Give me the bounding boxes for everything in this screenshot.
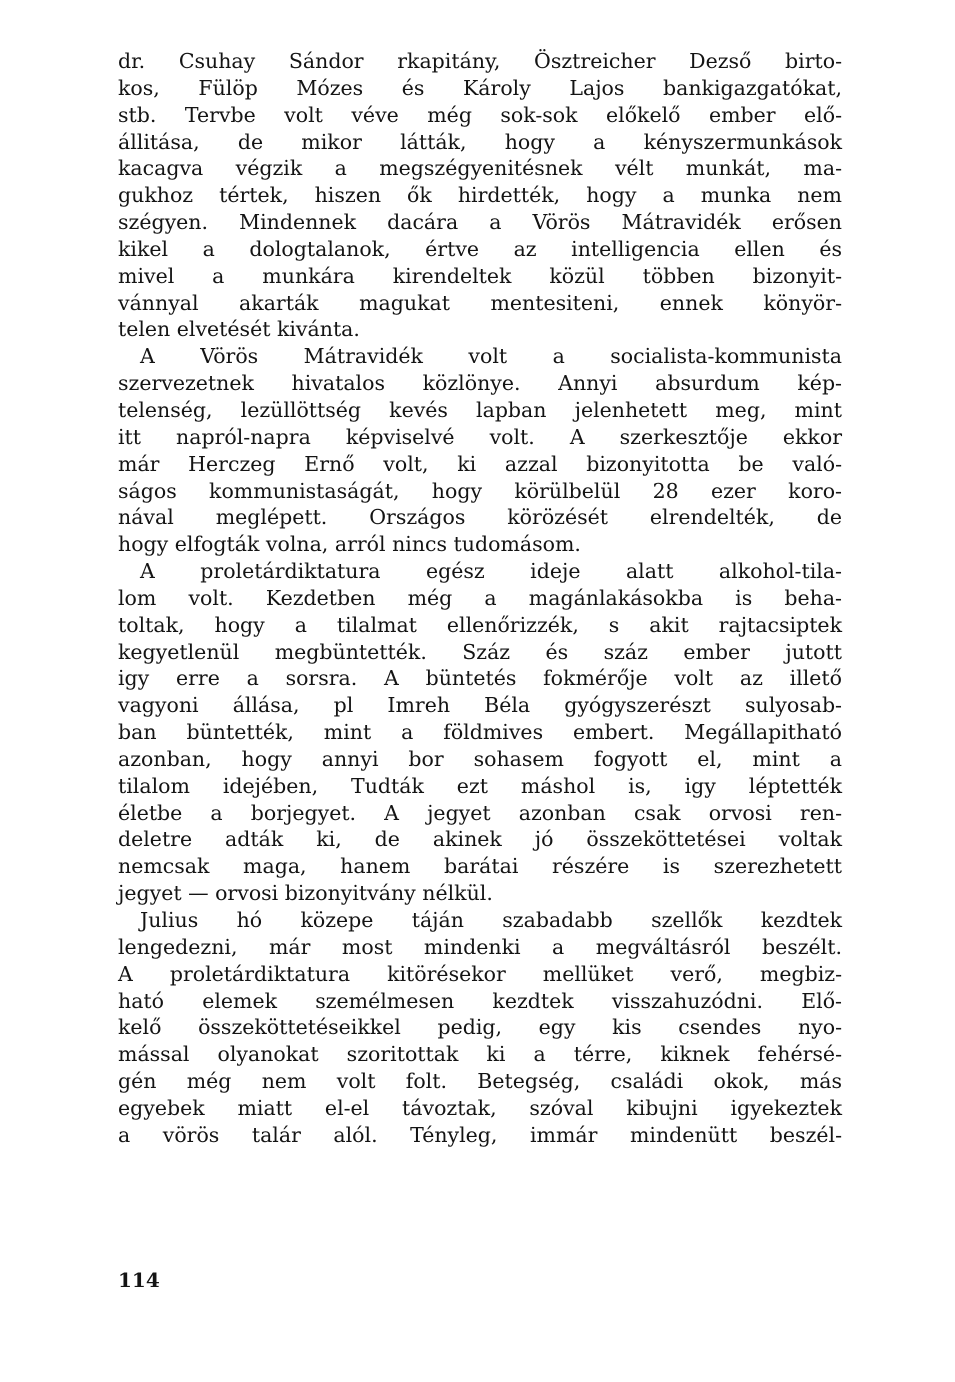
- text-line: hogy elfogták volna, arról nincs tudomásom.: [118, 532, 581, 557]
- page-number: 114: [118, 1268, 160, 1292]
- paragraph-4: [118, 907, 842, 1149]
- text-line: itt napról-napra képviselvé volt. A szerkesztője ekkor: [118, 424, 842, 449]
- text-line: kacagva végzik a megszégyenitésnek vélt munkát, ma-: [118, 156, 842, 181]
- text-line: kos, Fülöp Mózes és Károly Lajos bankigazgatókat,: [118, 75, 842, 100]
- text-line: A proletárdiktatura kitörésekor mellüket verő, megbiz-: [118, 961, 842, 986]
- text-line: már Herczeg Ernő volt, ki azzal bizonyitotta be való-: [118, 451, 842, 476]
- text-line: kegyetlenül megbüntették. Száz és száz ember jutott: [118, 639, 842, 664]
- text-line: kelő összeköttetéseikkel pedig, egy kis csendes nyo-: [118, 1015, 842, 1040]
- text-line: dr. Csuhay Sándor rkapitány, Ösztreicher Dezső birto-: [118, 49, 842, 73]
- text-line: stb. Tervbe volt véve még sok-sok előkelő ember elő-: [118, 102, 842, 127]
- text-line: telen elvetését kivánta.: [118, 317, 360, 342]
- text-line: toltak, hogy a tilalmat ellenőrizzék, s akit rajtacsiptek: [118, 612, 842, 637]
- text-line: a vörös talár alól. Tényleg, immár mindenütt beszél-: [118, 1122, 842, 1147]
- text-line: életbe a borjegyet. A jegyet azonban csak orvosi ren-: [118, 800, 842, 825]
- text-line: mivel a munkára kirendeltek közül többen bizonyit-: [118, 263, 842, 288]
- paragraph-1: [118, 48, 842, 343]
- text-line: A Vörös Mátravidék volt a socialista-kommunista: [140, 344, 842, 369]
- text-line: lengedezni, már most mindenki a megváltásról beszélt.: [118, 934, 842, 959]
- text-line: gukhoz tértek, hiszen ők hirdették, hogy a munka nem: [118, 183, 842, 208]
- text-line: tilalom idejében, Tudták ezt máshol is, igy léptették: [118, 773, 842, 798]
- text-line: jegyet — orvosi bizonyitvány nélkül.: [118, 881, 493, 906]
- text-line: azonban, hogy annyi bor sohasem fogyott el, mint a: [118, 746, 842, 771]
- body-text: [118, 48, 842, 1149]
- text-line: szervezetnek hivatalos közlönye. Annyi absurdum kép-: [118, 371, 842, 396]
- text-line: Julius hó közepe táján szabadabb szellők kezdtek: [140, 908, 842, 932]
- text-line: lom volt. Kezdetben még a magánlakásokba is beha-: [118, 585, 842, 610]
- paragraph-2: [118, 343, 842, 558]
- text-line: nával meglépett. Országos körözését elrendelték, de: [118, 505, 842, 530]
- text-line: kikel a dologtalanok, értve az intelligencia ellen és: [118, 236, 842, 261]
- text-line: mással olyanokat szoritottak ki a térre, kiknek fehérsé-: [118, 1042, 842, 1067]
- text-line: igy erre a sorsra. A büntetés fokmérője volt az illető: [118, 666, 842, 691]
- text-line: szégyen. Mindennek dacára a Vörös Mátravidék erősen: [118, 210, 842, 235]
- text-line: deletre adták ki, de akinek jó összeköttetései voltak: [118, 827, 842, 852]
- text-line: egyebek miatt el-el távoztak, szóval kibujni igyekeztek: [118, 1095, 842, 1120]
- text-line: ban büntették, mint a földmives embert. Megállapitható: [118, 720, 842, 745]
- text-line: vánnyal akarták magukat mentesiteni, ennek könyör-: [118, 290, 842, 315]
- text-line: állitása, de mikor látták, hogy a kényszermunkások: [118, 129, 842, 154]
- text-line: telenség, lezüllöttség kevés lapban jelenhetett meg, mint: [118, 397, 842, 422]
- text-line: ságos kommunistaságát, hogy körülbelül 28 ezer koro-: [118, 478, 842, 503]
- text-line: nemcsak maga, hanem barátai részére is szerezhetett: [118, 854, 842, 879]
- text-line: gén még nem volt folt. Betegség, családi okok, más: [118, 1069, 842, 1094]
- paragraph-3: [118, 558, 842, 907]
- text-line: A proletárdiktatura egész ideje alatt alkohol-tila-: [140, 559, 842, 584]
- text-line: ható elemek személmesen kezdtek visszahuzódni. Elő-: [118, 988, 842, 1013]
- text-line: vagyoni állása, pl Imreh Béla gyógyszerészt sulyosab-: [118, 693, 842, 718]
